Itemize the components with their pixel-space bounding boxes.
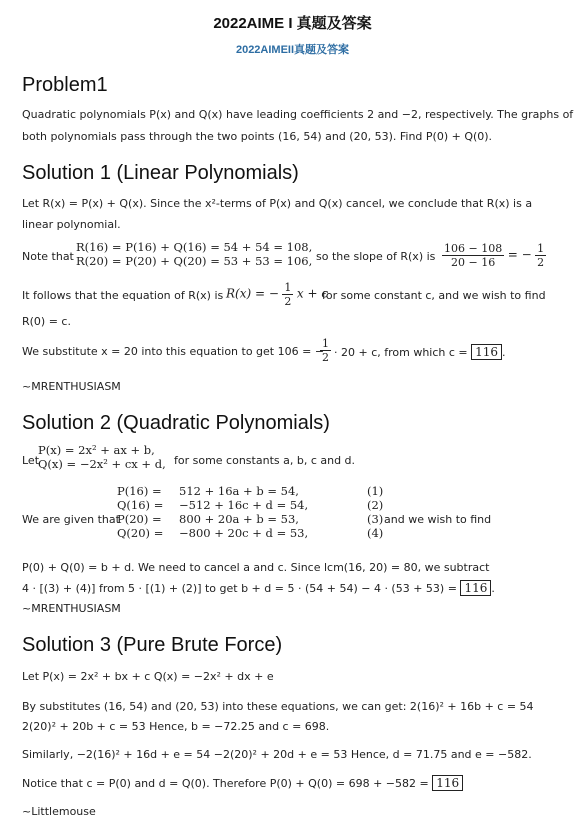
problem-line-1: Quadratic polynomials P(x) and Q(x) have leading coefficients 2 and −2, respectively. The graphs of: [22, 108, 574, 121]
eq-tag: (3): [367, 512, 384, 526]
sol3-line-2: By substitutes (16, 54) and (20, 53) into these equations, we can get: 2(16)² + 16b + c = 54: [22, 700, 534, 713]
sol1-slope-fraction: [442, 242, 546, 269]
r-half-den: 2: [284, 295, 292, 308]
sol2-equation-row: [117, 498, 387, 512]
sol1-slope-text: so the slope of R(x) is: [316, 250, 436, 263]
sol1-line-4d: for some constant c, and we wish to find: [322, 289, 546, 302]
sol1-line-6a: We substitute x = 20 into this equation to get 106 = −: [22, 345, 325, 358]
sol3-answer-box: 116: [432, 775, 463, 791]
sol2-equation-row: [117, 512, 387, 526]
problem-heading: Problem1: [22, 74, 108, 96]
sol1-line-6b: · 20 + c, from which c = 116 .: [334, 345, 506, 359]
eq-lhs: Q(16) =: [117, 498, 164, 512]
solution3-heading: Solution 3 (Pure Brute Force): [22, 634, 283, 656]
sol2-def-q: Q(x) = −2x² + cx + d,: [38, 457, 166, 471]
sol2-given: We are given that: [22, 513, 120, 526]
eq-rhs: −800 + 20c + d = 53,: [179, 526, 309, 540]
sol2-definitions: [38, 443, 166, 471]
r-half-num: 1: [284, 281, 292, 294]
sub-half-den: 2: [322, 351, 329, 364]
solution2-heading: Solution 2 (Quadratic Polynomials): [22, 412, 330, 434]
sol2-signature: ~MRENTHUSIASM: [22, 602, 121, 615]
sol2-answer-box: 116: [460, 580, 491, 596]
sol2-line-3: P(0) + Q(0) = b + d. We need to cancel a and c. Since lcm(16, 20) = 80, we subtract: [22, 561, 490, 574]
sol3-line-5-text: Notice that c = P(0) and d = Q(0). Therefore P(0) + Q(0) = 698 + −582 =: [22, 777, 429, 790]
slope-denominator: 20 − 16: [450, 256, 496, 269]
eq-lhs: P(16) =: [117, 484, 162, 498]
r-equation-lhs: R(x) = −: [226, 286, 279, 301]
sol2-def-p: P(x) = 2x² + ax + b,: [38, 443, 155, 457]
sol2-equation-row: [117, 526, 387, 540]
sol2-line-4-text: 4 · [(3) + (4)] from 5 · [(1) + (2)] to get b + d = 5 · (54 + 54) − 4 · (53 + 53) =: [22, 582, 457, 595]
r-equation-rhs: x + c: [296, 286, 329, 301]
sol1-line-2: linear polynomial.: [22, 218, 121, 231]
problem-line-2: both polynomials pass through the two points (16, 54) and (20, 53). Find P(0) + Q(0).: [22, 130, 493, 143]
slope-numerator: 106 − 108: [444, 242, 503, 255]
sol1-line-5: R(0) = c.: [22, 315, 71, 328]
eq-rhs: 800 + 20a + b = 53,: [179, 512, 299, 526]
sol2-constants: for some constants a, b, c and d.: [174, 454, 356, 467]
eq-tag: (4): [367, 526, 384, 540]
sol1-note-label: Note that: [22, 250, 74, 263]
sol1-equation-system: [76, 240, 312, 268]
eq-lhs: Q(20) =: [117, 526, 164, 540]
eq-rhs: −512 + 16c + d = 54,: [179, 498, 309, 512]
sol3-line-1: Let P(x) = 2x² + bx + c Q(x) = −2x² + dx + e: [22, 670, 274, 683]
eq-tag: (2): [367, 498, 384, 512]
sol1-signature: ~MRENTHUSIASM: [22, 380, 121, 393]
sol3-line-3: 2(20)² + 20b + c = 53 Hence, b = −72.25 and c = 698.: [22, 720, 330, 733]
eq-rhs: 512 + 16a + b = 54,: [179, 484, 299, 498]
sol2-wish: and we wish to find: [384, 513, 492, 526]
eq-tag: (1): [367, 484, 384, 498]
sol1-answer-box: 116: [471, 344, 502, 360]
page-title: 2022AIME I 真题及答案: [213, 15, 372, 32]
sol3-signature: ~Littlemouse: [22, 805, 96, 818]
sol1-line-6b-text: · 20 + c, from which c =: [334, 346, 468, 359]
sol1-line-4a: It follows that the equation of R(x) is: [22, 289, 224, 302]
sol3-line-4: Similarly, −2(16)² + 16d + e = 54 −2(20)² + 20d + e = 53 Hence, d = 71.75 and e = −582.: [22, 748, 532, 761]
solution1-heading: Solution 1 (Linear Polynomials): [22, 162, 299, 184]
half-numerator: 1: [537, 242, 545, 255]
slope-equals: = −: [507, 247, 532, 262]
half-denominator: 2: [537, 256, 545, 269]
sol1-r-equation: [226, 281, 328, 308]
sol2-equation-row: [117, 484, 387, 498]
sub-half-num: 1: [322, 337, 329, 350]
sol1-half-frac: [320, 337, 331, 364]
sol1-eq-r16: R(16) = P(16) + Q(16) = 54 + 54 = 108,: [76, 240, 313, 254]
sol2-equations: [117, 484, 387, 540]
sol2-let: Let: [22, 454, 40, 467]
sol1-line-1: Let R(x) = P(x) + Q(x). Since the x²-terms of P(x) and Q(x) cancel, we conclude that R(x) is a: [22, 197, 533, 210]
sol3-line-5: [22, 773, 463, 794]
eq-lhs: P(20) =: [117, 512, 162, 526]
related-link[interactable]: 2022AIMEII真题及答案: [235, 44, 350, 56]
sol1-eq-r20: R(20) = P(20) + Q(20) = 53 + 53 = 106,: [76, 254, 313, 268]
sol2-line-4: 4 · [(3) + (4)] from 5 · [(1) + (2)] to get b + d = 5 · (54 + 54) − 4 · (53 + 53) = 116 .: [22, 581, 495, 595]
